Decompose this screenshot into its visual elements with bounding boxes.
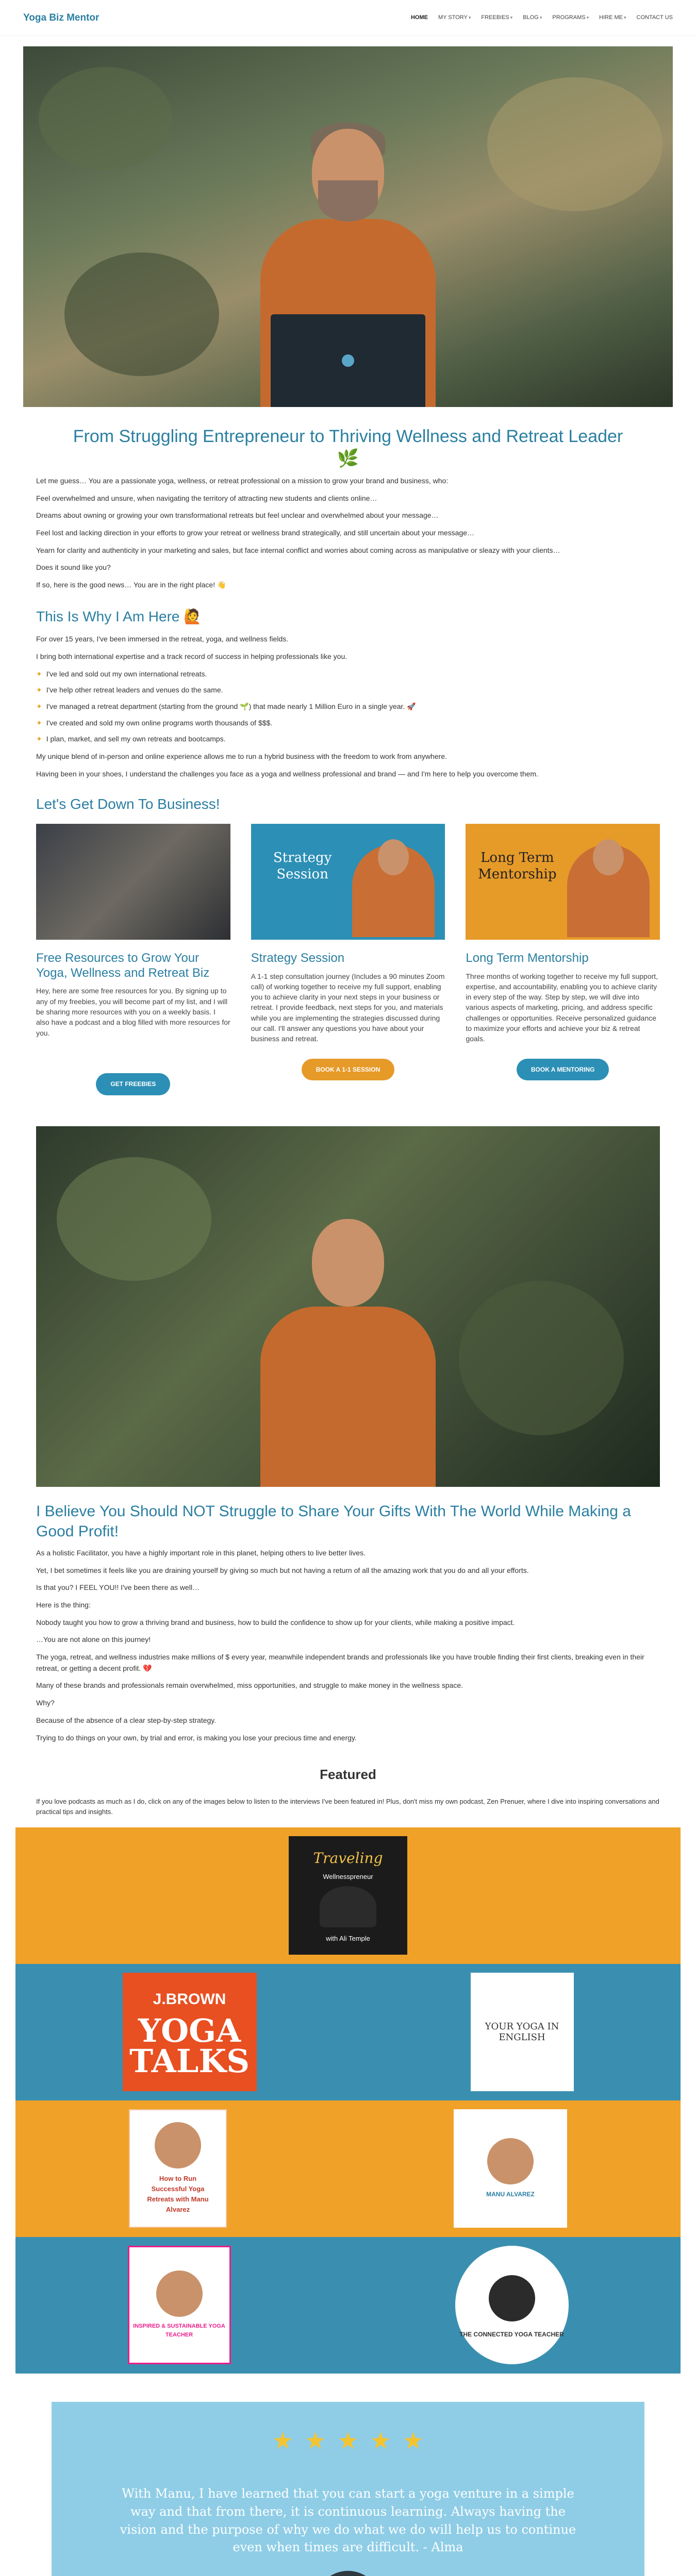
nav-contact[interactable]: CONTACT US [636,14,673,21]
struggle-p: Trying to do things on your own, by trial and error, is making you lose your precious time and energy. [36,1733,357,1742]
struggle-p: Here is the thing: [36,1601,91,1609]
why-bullet: ✦ I've managed a retreat department (starting from the ground 🌱) that made nearly 1 Million Euro in a single year. 🚀 [36,701,660,713]
card-freebies [36,824,230,1095]
featured-strip [15,1964,681,2100]
tile-title: THE CONNECTED YOGA TEACHER [459,2331,564,2338]
main-nav [411,13,673,22]
struggle-p: As a holistic Facilitator, you have a highly important role in this planet, helping others to live better lives. [36,1548,366,1557]
why-tail2: Having been in your shoes, I understand the challenges you face as a yoga and wellness professional and brand — and I'm here to help you overcome them. [36,769,538,778]
podcast-how-to-run-retreats[interactable] [129,2109,227,2228]
chevron-down-icon: ▾ [468,14,471,20]
book-session-button[interactable]: BOOK A 1-1 SESSION [302,1059,394,1081]
foliage [39,67,173,170]
struggle-title: I Believe You Should NOT Struggle to Share Your Gifts With The World While Making a Good Profit! [36,1502,631,1540]
card-image-label: Strategy Session [273,850,332,883]
why-bullet: ✦ I plan, market, and sell my own retreats and bootcamps. [36,734,660,745]
get-freebies-button[interactable]: GET FREEBIES [96,1073,170,1095]
tile-subtitle: Wellnesspreneur [323,1872,373,1880]
podcast-inspired-sustainable-yoga-teacher[interactable] [128,2246,231,2364]
struggle-p: The yoga, retreat, and wellness industries make millions of $ every year, meanwhile independent brands and professionals like you have trouble finding their first clients, breaking even in their retreat, or getting a decent profit. 💔 [36,1653,644,1672]
card-strategy [251,824,445,1095]
star-icon: ✦ [36,686,42,694]
tile-title: Traveling [313,1850,383,1867]
featured-title: Featured [320,1767,376,1783]
intro-p6: Does it sound like you? [36,563,111,572]
star-icon: ✦ [36,718,42,727]
tile-title: INSPIRED & SUSTAINABLE YOGA TEACHER [133,2323,225,2338]
featured-strip [15,1827,681,1964]
foliage [64,252,219,376]
intro-p3: Dreams about owning or growing your own transformational retreats but feel unclear and overwhelmed about your message… [36,511,439,520]
why-section [0,634,696,779]
tile-subtitle: YOGA TALKS [129,2011,250,2080]
avatar [155,2122,201,2168]
intro-p4: Feel lost and lacking direction in your efforts to grow your retreat or wellness brand strategically, and still uncertain about your message… [36,529,475,537]
card-text: Hey, here are some free resources for you. By signing up to any of my freebies, you will become part of my list, and I will be sharing more resources with you on a weekly basis. I also have a podcast and a blog filled with more resources for you. [36,987,230,1037]
featured-strip [15,2100,681,2237]
hero-title: From Struggling Entrepreneur to Thriving Wellness and Retreat Leader 🌿 [73,427,623,468]
featured-intro-wrap [0,1797,696,1817]
podcast-jbrown-yoga-talks[interactable] [123,1973,257,2091]
portrait-man [260,1198,436,1487]
intro-section [0,476,696,591]
card-title: Long Term Mentorship [466,951,589,965]
chevron-down-icon: ▾ [586,14,589,20]
nav-hire-me[interactable]: HIRE ME ▾ [599,14,626,21]
foliage [57,1157,211,1281]
nav-my-story[interactable]: MY STORY ▾ [438,14,471,21]
avatar [156,2270,203,2317]
nav-home[interactable]: HOME [410,14,428,21]
star-icon: ✦ [36,669,42,678]
foliage [487,77,662,211]
why-title: This Is Why I Am Here 🙋 [36,608,202,624]
podcast-manu-alvarez[interactable] [454,2109,567,2228]
laptop [271,314,425,407]
site-header [0,0,696,36]
why-tail1: My unique blend of in-person and online experience allows me to run a hybrid business with the freedom to work from anywhere. [36,752,447,761]
rating-stars [52,2422,644,2459]
portrait-thumbnail [352,844,435,937]
card-text: Three months of working together to receive my full support, expertise, and accountability, enabling you to achieve clarity in every step of the way. Step by step, we will dive into various aspects of marketing, pricing, and address specific challenges or opportunities. Receive personalized guidance to maximize your efforts and achieve your biz & retreat goals. [466,972,658,1043]
struggle-p: Why? [36,1699,55,1707]
tile-title: J.BROWN [153,1991,226,2008]
testimonial-quote: With Manu, I have learned that you can start a yoga venture in a simple way and that from there, it is continuous learning. Always having the vision and the purpose of why we do what we do will help us to continue even when times are difficult. - Alma [120,2486,576,2555]
card-image-mentorship[interactable] [466,824,660,940]
laptop-logo-icon [342,354,354,367]
card-mentorship [466,824,660,1095]
tile-title: How to Run Successful Yoga Retreats with Manu Alvarez [147,2175,209,2214]
star-icon: ★ [402,2427,424,2454]
star-icon: ✦ [36,735,42,743]
brand-logo[interactable]: Yoga Biz Mentor [23,12,100,23]
struggle-p: Many of these brands and professionals remain overwhelmed, miss opportunities, and struggle to make money in the wellness space. [36,1681,463,1690]
why-bullet: ✦ I've led and sold out my own international retreats. [36,669,660,680]
struggle-p: Because of the absence of a clear step-by-step strategy. [36,1716,217,1724]
podcast-connected-yoga-teacher[interactable] [455,2246,569,2364]
tile-host: with Ali Temple [326,1934,370,1942]
yoga-pose-image [314,2571,382,2576]
nav-programs[interactable]: PROGRAMS ▾ [552,14,589,21]
getdown-title: Let's Get Down To Business! [36,796,220,812]
struggle-p: Is that you? I FEEL YOU!! I've been there as well… [36,1583,200,1592]
star-icon: ★ [370,2427,391,2454]
featured-strip [15,2237,681,2374]
hero-image [23,46,673,407]
card-title: Free Resources to Grow Your Yoga, Wellness and Retreat Biz [36,951,210,980]
chevron-down-icon: ▾ [539,14,542,20]
shirt [260,1307,436,1487]
portrait-image [36,1126,660,1487]
featured-intro: If you love podcasts as much as I do, click on any of the images below to listen to the interviews I've been featured in! Plus, don't miss my own podcast, Zen Prenuer, where I dive into inspiring conversations and practical tips and insights. [36,1797,659,1816]
services-cards [0,824,696,1095]
chevron-down-icon: ▾ [510,14,513,20]
card-image-label: Long Term Mentorship [478,850,557,883]
face [312,1219,384,1307]
why-lead1: For over 15 years, I've been immersed in the retreat, yoga, and wellness fields. [36,635,289,643]
tile-title: MANU ALVAREZ [486,2191,535,2198]
yoga-silhouette-icon [320,1886,376,1927]
intro-p7: If so, here is the good news… You are in the right place! 👋 [36,581,226,589]
intro-p2: Feel overwhelmed and unsure, when navigating the territory of attracting new students and clients online… [36,494,377,502]
struggle-p: …You are not alone on this journey! [36,1635,151,1644]
why-bullet: ✦ I've created and sold my own online programs worth thousands of $$$. [36,718,660,729]
star-icon: ★ [337,2427,359,2454]
portrait-man-with-laptop [255,98,441,407]
book-mentoring-button[interactable]: BOOK A MENTORING [517,1059,609,1081]
star-icon: ✦ [36,702,42,710]
tile-title: YOUR YOGA IN ENGLISH [485,2021,559,2043]
card-text: A 1-1 step consultation journey (Includes a 90 minutes Zoom call) of working together to receive my full support, enabling you to achieve clarity in your next steps in your business or retreat. I provide feedback, next steps for you, and materials while you are implementing the strategies discussed during our call. I'll answer any questions you have about your business and retreat. [251,972,445,1043]
struggle-p: Nobody taught you how to grow a thriving brand and business, how to build the confidence to show up for your clients, while making a positive impact. [36,1618,515,1626]
portrait-thumbnail [567,844,650,937]
intro-p1: Let me guess… You are a passionate yoga, wellness, or retreat professional on a mission to grow your brand and business, who: [36,477,449,485]
testimonial-section [52,2402,644,2576]
star-icon: ★ [305,2427,326,2454]
card-title: Strategy Session [251,951,345,965]
nav-blog[interactable]: BLOG ▾ [523,14,542,21]
intro-p5: Yearn for clarity and authenticity in your marketing and sales, but face internal conflict and worries about coming across as manipulative or sleazy with your clients… [36,546,560,554]
card-image-strategy[interactable] [251,824,445,940]
nav-freebies[interactable]: FREEBIES ▾ [481,14,513,21]
tree-icon [489,2275,535,2321]
podcast-your-yoga-in-english[interactable] [471,1973,574,2091]
beard [318,180,378,222]
star-icon: ★ [272,2427,294,2454]
why-lead2: I bring both international expertise and a track record of success in helping professionals like you. [36,652,347,660]
why-bullet: ✦ I've help other retreat leaders and venues do the same. [36,685,660,696]
struggle-section [0,1548,696,1743]
chevron-down-icon: ▾ [623,14,626,20]
podcast-traveling-wellnesspreneur[interactable] [289,1836,407,1955]
face [593,839,624,875]
avatar [487,2138,534,2184]
face [378,839,409,875]
struggle-p: Yet, I bet sometimes it feels like you are draining yourself by giving so much but not having a return of all the amazing work that you do and all your efforts. [36,1566,529,1574]
card-image-desk[interactable] [36,824,230,940]
foliage [459,1281,624,1435]
